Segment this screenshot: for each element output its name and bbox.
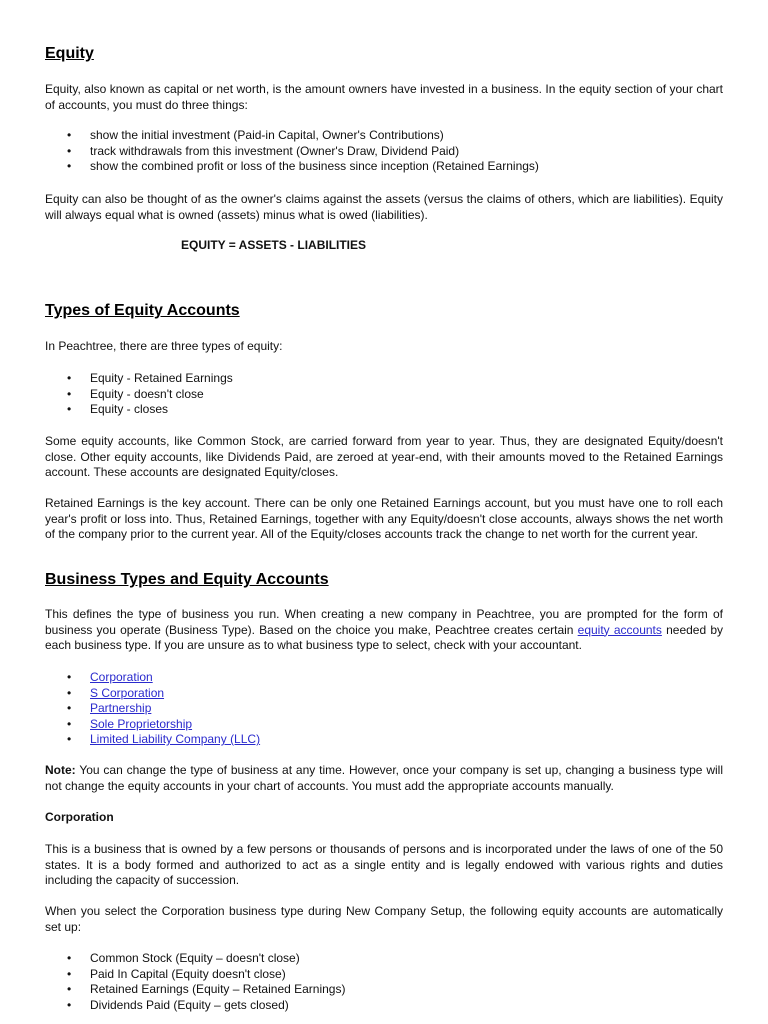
bullet-icon: •: [67, 982, 72, 996]
sole-proprietorship-link[interactable]: Sole Proprietorship: [90, 716, 193, 731]
bullet-icon: •: [67, 143, 72, 158]
bullet-icon: •: [67, 670, 72, 684]
list-item: • Equity - doesn't close: [67, 386, 204, 401]
business-heading: Business Types and Equity Accounts: [45, 571, 329, 588]
equity-heading: Equity: [45, 45, 94, 62]
equity-claims-paragraph: Equity can also be thought of as the owner's claims against the assets (versus the claims of others, which are liabilities). Equity will always equal what is owned (assets) minus what is owed (liabilities).: [45, 192, 723, 222]
bullet-icon: •: [67, 386, 72, 401]
bullet-icon: •: [67, 159, 72, 173]
equity-bullet-list: [45, 128, 539, 175]
partnership-link[interactable]: Partnership: [90, 701, 152, 715]
list-item: [45, 717, 260, 733]
equity-accounts-link[interactable]: equity accounts: [577, 622, 662, 637]
note-label: Note:: [45, 763, 76, 777]
bullet-icon: •: [67, 732, 72, 746]
llc-link[interactable]: Limited Liability Company (LLC): [90, 732, 261, 746]
equity-intro: Equity, also known as capital or net worth, is the amount owners have invested in a business. In the equity section of your chart of accounts, you must do three things:: [45, 82, 723, 112]
bullet-icon: •: [67, 951, 72, 965]
s-corporation-link[interactable]: S Corporation: [90, 685, 165, 700]
business-intro: This defines the type of business you run. When creating a new company in Peachtree, you are prompted for the form of business you operate (Business Type). Based on the choice you make, Peachtree creates certain equity accounts needed by each business type. If you are unsure as to what business type to select, check with your accountant.: [45, 607, 723, 652]
list-item: • show the initial investment (Paid-in Capital, Owner's Contributions): [67, 128, 444, 142]
bullet-icon: •: [67, 716, 72, 731]
list-item: [45, 701, 260, 717]
equity-formula: EQUITY = ASSETS - LIABILITIES: [181, 238, 367, 252]
types-paragraph-2: Retained Earnings is the key account. There can be only one Retained Earnings account, but you must have one to roll each year's profit or loss into. Thus, Retained Earnings, together with any Equity/doesn't close accounts, always shows the net worth of the company prior to the current year. All of the Equity/closes accounts track the change to net worth for the current year.: [45, 496, 723, 541]
list-item: [45, 686, 260, 702]
corporation-paragraph-1: This is a business that is owned by a few persons or thousands of persons and is incorporated under the laws of one of the 50 states. It is a body formed and authorized to act as a single entity and is legally endowed with various rights and duties including the capacity of succession.: [45, 842, 723, 887]
bullet-icon: •: [67, 997, 72, 1012]
list-item: • Dividends Paid (Equity – gets closed): [67, 997, 289, 1012]
bullet-icon: •: [67, 966, 72, 981]
list-item: [45, 670, 260, 686]
list-item: • Equity - Retained Earnings: [67, 371, 233, 385]
corporation-heading: Corporation: [45, 810, 114, 824]
business-type-links: [45, 670, 260, 748]
list-item: • Common Stock (Equity – doesn't close): [67, 951, 300, 965]
list-item: • track withdrawals from this investment (Owner's Draw, Dividend Paid): [67, 143, 460, 158]
corporation-bullet-list: [45, 951, 345, 1013]
corporation-link[interactable]: Corporation: [90, 670, 153, 684]
list-item: [45, 732, 260, 748]
bullet-icon: •: [67, 128, 72, 142]
corporation-paragraph-2: When you select the Corporation business type during New Company Setup, the following equity accounts are automatically set up:: [45, 904, 723, 934]
list-item: • Equity - closes: [67, 402, 169, 416]
list-item: • Retained Earnings (Equity – Retained Earnings): [67, 982, 346, 996]
bullet-icon: •: [67, 402, 72, 416]
types-paragraph-1: Some equity accounts, like Common Stock, are carried forward from year to year. Thus, they are designated Equity/doesn't close. Other equity accounts, like Dividends Paid, are zeroed at year-end, with their amounts moved to the Retained Earnings account. These accounts are designated Equity/closes.: [45, 434, 723, 479]
bullet-icon: •: [67, 371, 72, 385]
list-item: • Paid In Capital (Equity doesn't close): [67, 966, 286, 981]
types-heading: Types of Equity Accounts: [45, 302, 240, 319]
types-bullet-list: [45, 371, 233, 418]
bullet-icon: •: [67, 685, 72, 700]
types-intro: In Peachtree, there are three types of equity:: [45, 339, 283, 353]
list-item: • show the combined profit or loss of the business since inception (Retained Earnings): [67, 159, 539, 173]
business-note: Note: You can change the type of business at any time. However, once your company is set up, changing a business type will not change the equity accounts in your chart of accounts. You must add the appropriate accounts manually.: [45, 763, 723, 793]
bullet-icon: •: [67, 701, 72, 715]
